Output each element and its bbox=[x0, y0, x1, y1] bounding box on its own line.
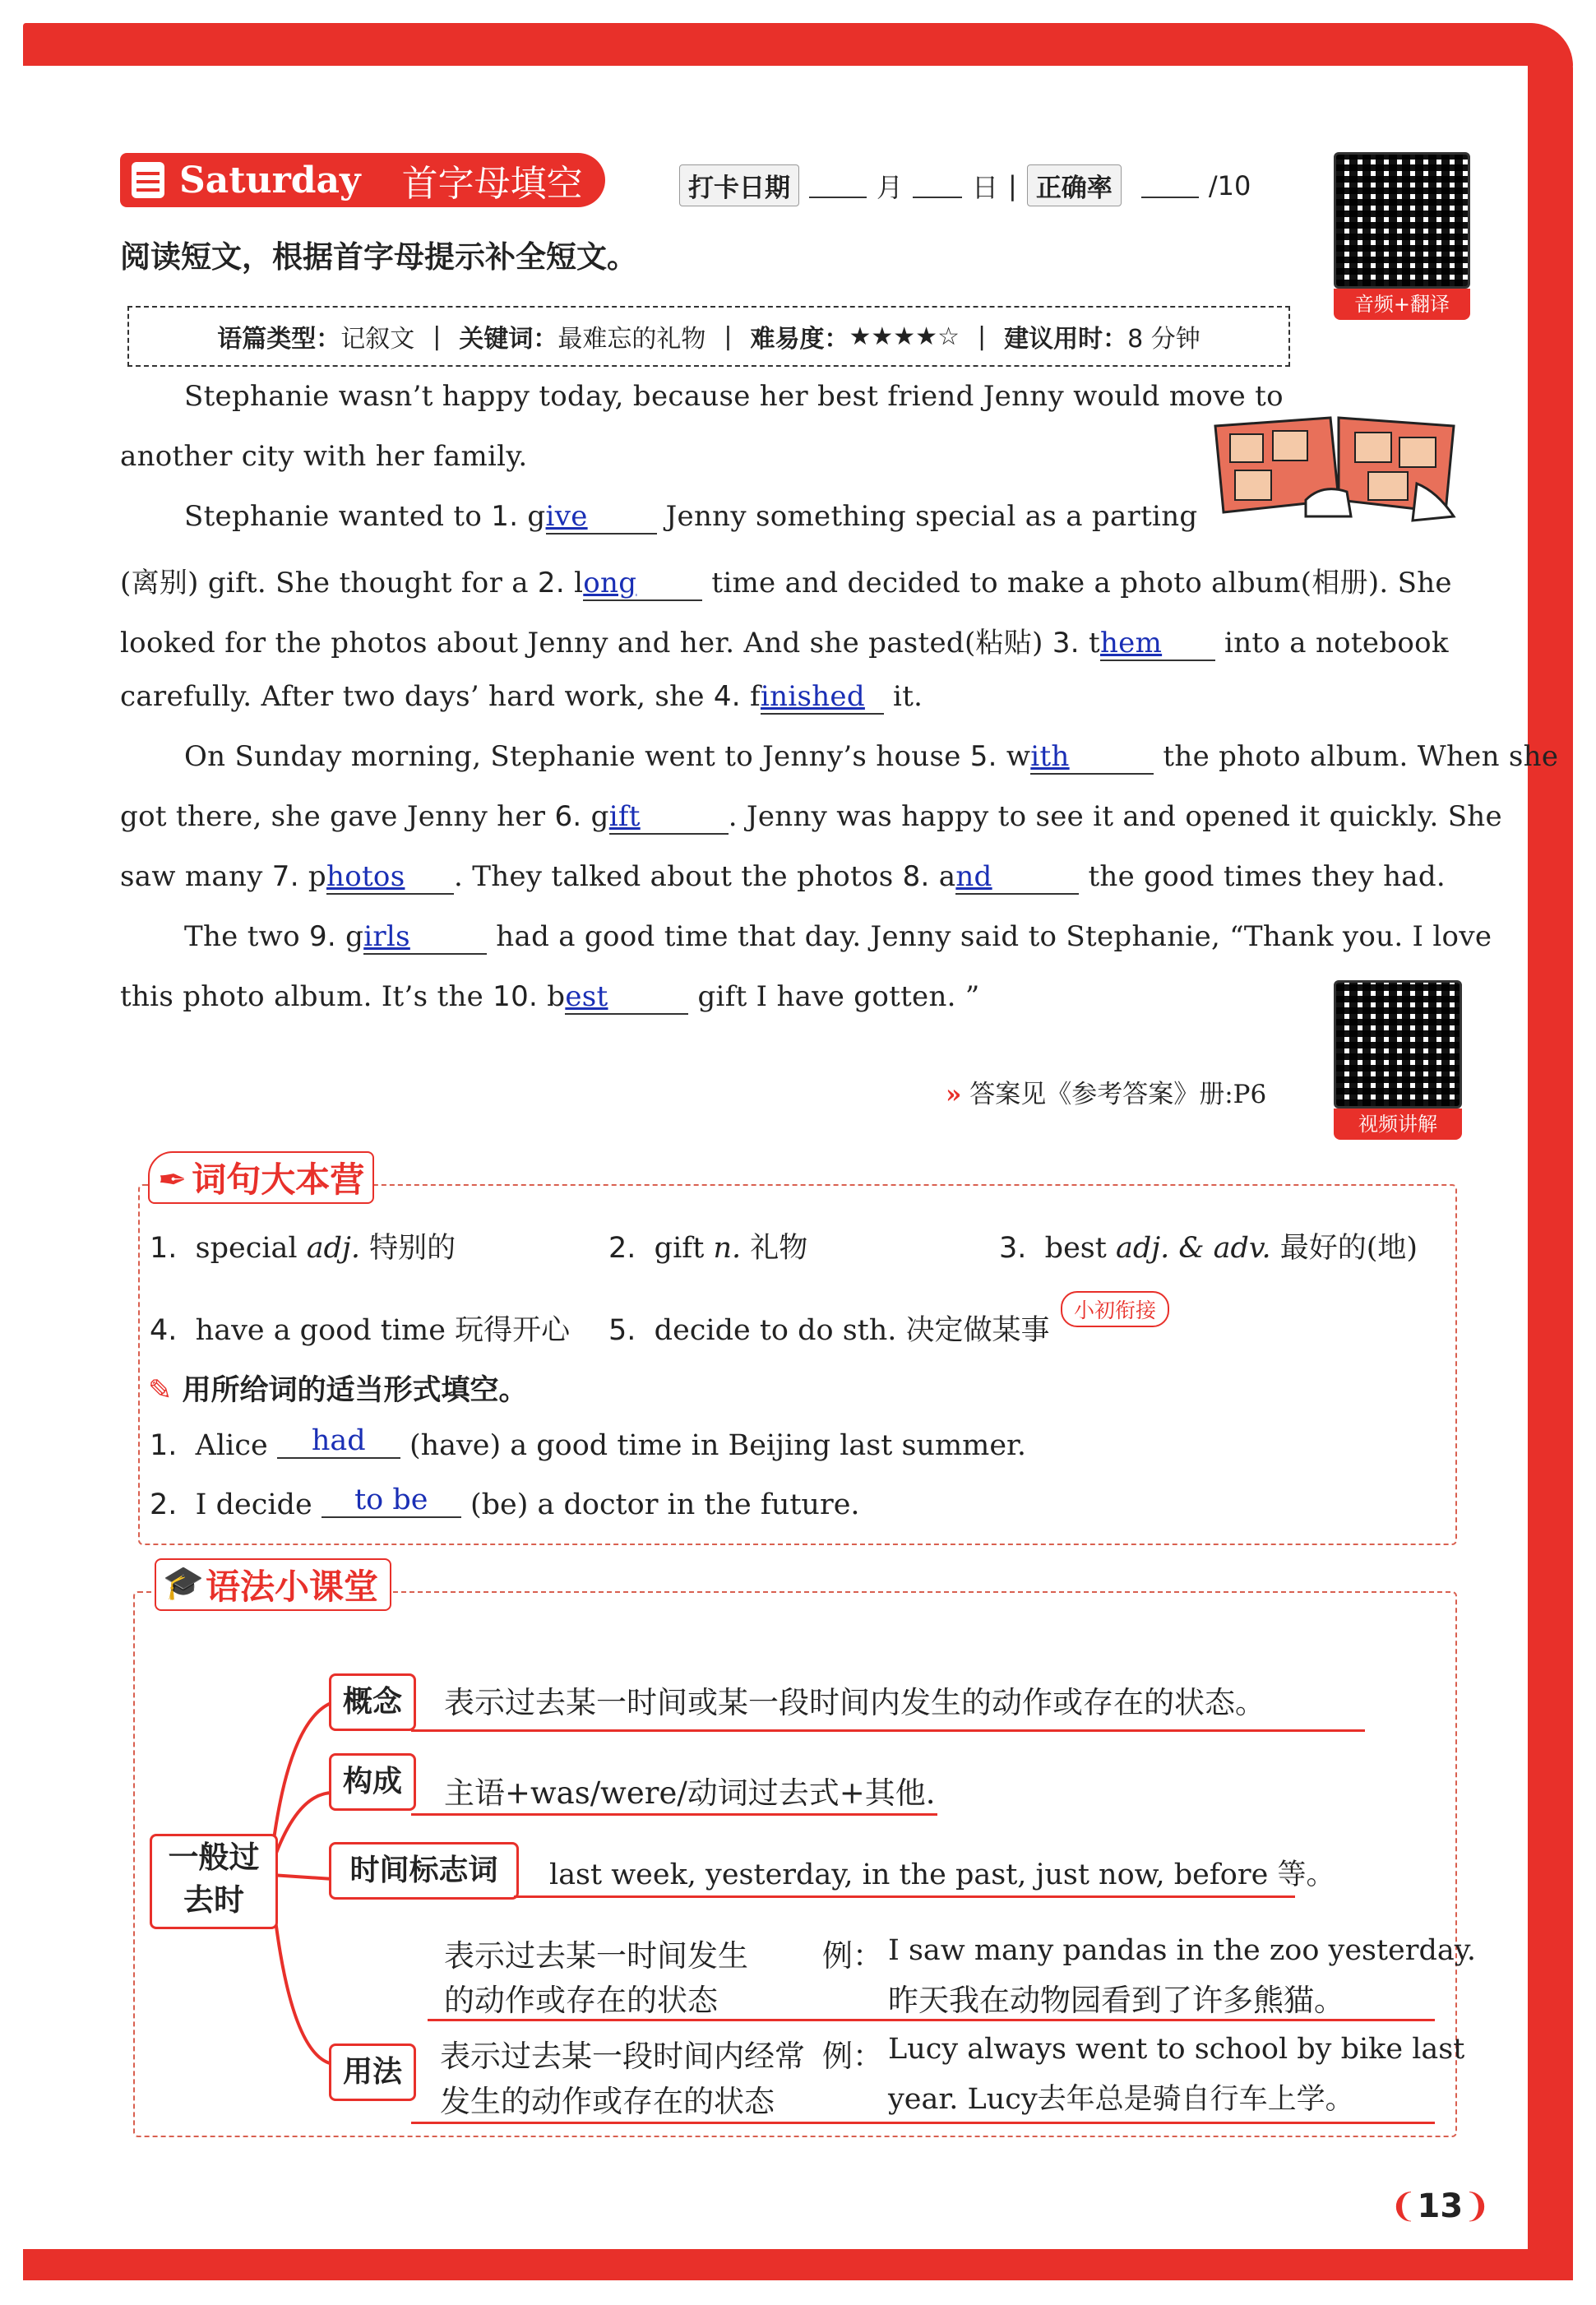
day-banner bbox=[120, 153, 605, 207]
qr-audio-block[interactable] bbox=[1334, 152, 1470, 320]
keyword-value: 最难忘的礼物 bbox=[557, 325, 706, 354]
exercise-item: 2. I decide to be (be) a doctor in the future. bbox=[150, 1483, 860, 1521]
quill-icon: ✒ bbox=[158, 1159, 187, 1200]
checkin-row bbox=[679, 164, 1251, 206]
double-arrow-icon: » bbox=[946, 1080, 962, 1109]
passage-line: carefully. After two days’ hard work, she 4. finished it. bbox=[120, 680, 923, 713]
blank-2[interactable]: ong bbox=[583, 567, 702, 601]
mindmap-root: 一般过 去时 bbox=[150, 1834, 278, 1929]
bottom-frame-bar bbox=[23, 2249, 1573, 2280]
signal-label: 时间标志词 bbox=[329, 1842, 519, 1900]
accuracy-total: /10 bbox=[1208, 169, 1251, 201]
usage1-line2: 的动作或存在的状态 bbox=[444, 1983, 718, 2018]
usage-label: 用法 bbox=[329, 2043, 416, 2101]
task-label: 首字母填空 bbox=[401, 163, 583, 205]
blank-10[interactable]: est bbox=[565, 980, 688, 1015]
right-frame-bar bbox=[1528, 23, 1573, 2268]
vocab-item: 5. decide to do sth. 决定做某事 bbox=[608, 1314, 1050, 1347]
passage-line: saw many 7. photos . They talked about the photos 8. and the good times they had. bbox=[120, 860, 1446, 893]
time-label: 建议用时： bbox=[1004, 325, 1128, 354]
blank-6[interactable]: ift bbox=[609, 800, 729, 835]
top-frame-bar bbox=[23, 23, 1573, 66]
example-label: 例： bbox=[822, 1938, 883, 1974]
passage-line: The two 9. girls had a good time that day. Jenny said to Stephanie, “Thank you. I love bbox=[184, 920, 1492, 953]
qr-code-icon[interactable] bbox=[1334, 152, 1470, 289]
usage2-underline bbox=[411, 2122, 1435, 2124]
passage-line: On Sunday morning, Stephanie went to Jenny’s house 5. with the photo album. When she bbox=[184, 740, 1559, 773]
passage-line: (离别) gift. She thought for a 2. long time and decided to make a photo album(相册). She bbox=[120, 567, 1452, 599]
graduation-cap-icon: 🎓 bbox=[163, 1564, 204, 1602]
checkin-label: 打卡日期 bbox=[679, 164, 799, 206]
keyword-label: 关键词： bbox=[459, 325, 558, 354]
qr-video-block[interactable] bbox=[1334, 980, 1462, 1140]
vocab-item: 3. best adj. & adv. 最好的(地) bbox=[999, 1232, 1418, 1265]
vocab-title: ✒ 词句大本营 bbox=[148, 1151, 374, 1204]
usage2-line1: 表示过去某一段时间内经常 bbox=[440, 2039, 805, 2074]
usage1-line1: 表示过去某一时间发生 bbox=[444, 1938, 748, 1974]
example-label: 例： bbox=[822, 2039, 883, 2074]
day-label: Saturday bbox=[179, 159, 361, 201]
bridge-tag: 小初衔接 bbox=[1061, 1291, 1169, 1327]
info-box: 语篇类型： 记叙文 | 关键词： 最难忘的礼物 | 难易度： ★★★★☆ | 建议用时： 8 分钟 bbox=[127, 306, 1290, 367]
usage1-example-en: I saw many pandas in the zoo yesterday. bbox=[888, 1934, 1477, 1967]
concept-text: 表示过去某一时间或某一段时间内发生的动作或存在的状态。 bbox=[444, 1685, 1265, 1720]
qr-code-icon[interactable] bbox=[1334, 980, 1462, 1109]
blank-4[interactable]: inished bbox=[761, 680, 884, 715]
pencil-icon: ✎ bbox=[148, 1374, 173, 1407]
type-value: 记叙文 bbox=[340, 325, 415, 354]
usage2-line2: 发生的动作或存在的状态 bbox=[440, 2084, 775, 2119]
month-blank[interactable] bbox=[809, 174, 867, 198]
exercise-title: ✎ 用所给词的适当形式填空。 bbox=[148, 1374, 528, 1407]
passage-line: this photo album. It’s the 10. best gift I have gotten. ” bbox=[120, 980, 980, 1013]
mindmap-branches bbox=[271, 1669, 337, 2130]
time-value: 8 分钟 bbox=[1127, 325, 1200, 354]
qr-video-caption: 视频讲解 bbox=[1334, 1109, 1462, 1140]
vocab-item: 1. special adj. 特别的 bbox=[150, 1232, 456, 1265]
structure-underline bbox=[411, 1813, 937, 1816]
structure-text: 主语+was/were/动词过去式+其他. bbox=[444, 1775, 936, 1811]
passage-line: Stephanie wanted to 1. give Jenny something special as a parting bbox=[184, 500, 1198, 533]
usage1-example-cn: 昨天我在动物园看到了许多熊猫。 bbox=[888, 1983, 1344, 2018]
concept-label: 概念 bbox=[329, 1673, 416, 1731]
usage2-example-cn: year. Lucy去年总是骑自行车上学。 bbox=[888, 2083, 1354, 2116]
exercise-blank-2[interactable]: to be bbox=[322, 1483, 461, 1518]
blank-7[interactable]: hotos bbox=[326, 860, 454, 895]
passage-line: another city with her family. bbox=[120, 440, 528, 473]
grammar-title: 🎓 语法小课堂 bbox=[155, 1558, 391, 1611]
blank-3[interactable]: hem bbox=[1100, 627, 1215, 661]
blank-8[interactable]: nd bbox=[955, 860, 1079, 895]
difficulty-label: 难易度： bbox=[750, 325, 849, 354]
day-unit-label: 日 bbox=[972, 171, 999, 203]
exercise-item: 1. Alice had (have) a good time in Beijing last summer. bbox=[150, 1424, 1027, 1462]
passage-line: got there, she gave Jenny her 6. gift . Jenny was happy to see it and opened it quickly. She bbox=[120, 800, 1502, 833]
usage2-example-en: Lucy always went to school by bike last bbox=[888, 2033, 1465, 2066]
exercise-blank-1[interactable]: had bbox=[277, 1424, 400, 1459]
structure-label: 构成 bbox=[329, 1753, 416, 1811]
blank-9[interactable]: irls bbox=[363, 920, 487, 955]
separator: | bbox=[1008, 169, 1017, 201]
accuracy-blank[interactable] bbox=[1141, 174, 1199, 198]
accuracy-label: 正确率 bbox=[1027, 164, 1122, 206]
month-label: 月 bbox=[877, 171, 904, 203]
passage-line: looked for the photos about Jenny and her. And she pasted(粘贴) 3. them into a notebook bbox=[120, 627, 1449, 660]
qr-audio-caption: 音频+翻译 bbox=[1334, 289, 1470, 320]
concept-underline bbox=[411, 1729, 1365, 1732]
day-blank[interactable] bbox=[913, 174, 962, 198]
answer-reference: » 答案见《参考答案》册:P6 bbox=[946, 1080, 1267, 1109]
photo-album-illustration bbox=[1207, 401, 1470, 525]
passage-line: Stephanie wasn’t happy today, because her best friend Jenny would move to bbox=[184, 380, 1284, 413]
blank-1[interactable]: ive bbox=[546, 500, 657, 535]
vocab-item: 4. have a good time 玩得开心 bbox=[150, 1314, 571, 1347]
vocab-item: 2. gift n. 礼物 bbox=[608, 1232, 808, 1265]
type-label: 语篇类型： bbox=[217, 325, 341, 354]
signal-text: last week, yesterday, in the past, just now, before 等。 bbox=[549, 1858, 1335, 1891]
usage1-underline bbox=[428, 2019, 1435, 2021]
calendar-icon bbox=[132, 162, 164, 198]
difficulty-stars: ★★★★☆ bbox=[849, 322, 960, 351]
instruction: 阅读短文，根据首字母提示补全短文。 bbox=[120, 239, 637, 275]
signal-underline bbox=[514, 1895, 1295, 1898]
blank-5[interactable]: ith bbox=[1030, 740, 1154, 775]
page-number: ❨13❩ bbox=[1390, 2187, 1491, 2225]
